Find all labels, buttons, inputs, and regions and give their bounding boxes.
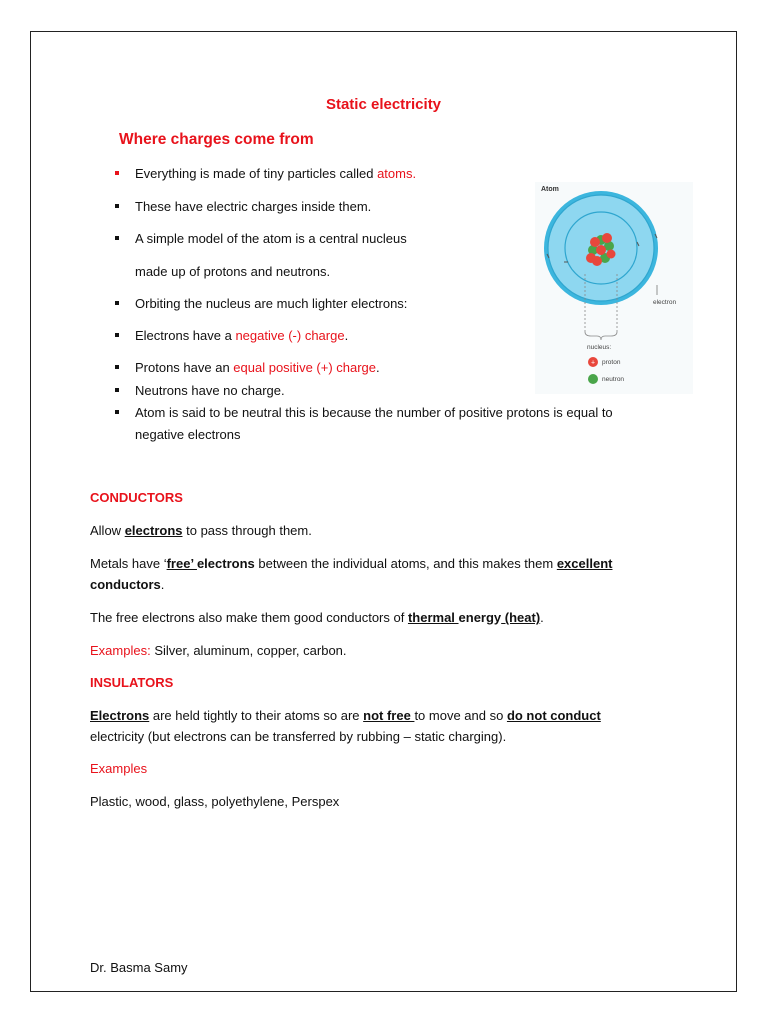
nucleus-label: nucleus: xyxy=(587,344,612,351)
conductors-heading: CONDUCTORS xyxy=(90,490,183,505)
proton-particle xyxy=(602,233,612,243)
bullet-item: These have electric charges inside them. xyxy=(135,199,371,214)
conductors-examples: Examples: Silver, aluminum, copper, carbon. xyxy=(90,643,347,658)
author-footer: Dr. Basma Samy xyxy=(90,960,188,975)
conductors-line-2b: conductors. xyxy=(90,577,165,592)
bullet-marker xyxy=(115,301,119,305)
document-page xyxy=(30,31,737,992)
proton-particle xyxy=(592,256,602,266)
bullet-marker xyxy=(115,388,119,392)
proton-particle xyxy=(607,250,616,259)
insulators-examples-label: Examples xyxy=(90,761,148,776)
insulators-line-1: Electrons are held tightly to their atoms so are not free to move and so do not conduct xyxy=(90,708,601,723)
bullet-item: Protons have an equal positive (+) charge. xyxy=(135,360,380,375)
bullet-item: Atom is said to be neutral this is because the number of positive protons is equal to xyxy=(135,405,613,420)
bullet-marker xyxy=(115,171,119,175)
insulators-line-2: electricity (but electrons can be transferred by rubbing – static charging). xyxy=(90,729,507,744)
plus-icon: + xyxy=(590,359,596,367)
bullet-item: Everything is made of tiny particles called atoms. xyxy=(135,166,416,181)
figure-title: Atom xyxy=(541,186,559,193)
conductors-line-3: The free electrons also make them good conductors of thermal energy (heat). xyxy=(90,610,544,625)
proton-legend-label: proton xyxy=(602,359,621,366)
bullet-marker xyxy=(115,204,119,208)
bullet-marker xyxy=(115,236,119,240)
insulators-examples-text: Plastic, wood, glass, polyethylene, Perspex xyxy=(90,794,340,809)
section-subtitle: Where charges come from xyxy=(119,131,314,148)
bullet-continuation: negative electrons xyxy=(135,427,241,442)
proton-particle xyxy=(590,237,600,247)
bullet-item: Neutrons have no charge. xyxy=(135,383,285,398)
bullet-item: A simple model of the atom is a central nucleus xyxy=(135,231,407,246)
conductors-line-2: Metals have ‘free’ electrons between the individual atoms, and this makes them excellent xyxy=(90,556,613,571)
bullet-item: Orbiting the nucleus are much lighter electrons: xyxy=(135,296,407,311)
atom-diagram-svg xyxy=(535,182,693,394)
bullet-item: Electrons have a negative (-) charge. xyxy=(135,328,348,343)
insulators-heading: INSULATORS xyxy=(90,675,174,690)
bullet-marker xyxy=(115,410,119,414)
bullet-marker xyxy=(115,333,119,337)
page-title: Static electricity xyxy=(325,96,442,113)
bullet-continuation: made up of protons and neutrons. xyxy=(135,264,331,279)
electron-label: electron xyxy=(653,299,677,306)
neutron-legend-swatch xyxy=(588,374,598,384)
conductors-line-1: Allow electrons to pass through them. xyxy=(90,523,312,538)
proton-particle xyxy=(596,245,606,255)
bullet-marker xyxy=(115,365,119,369)
atom-diagram xyxy=(535,182,693,394)
neutron-legend-label: neutron xyxy=(602,376,625,383)
